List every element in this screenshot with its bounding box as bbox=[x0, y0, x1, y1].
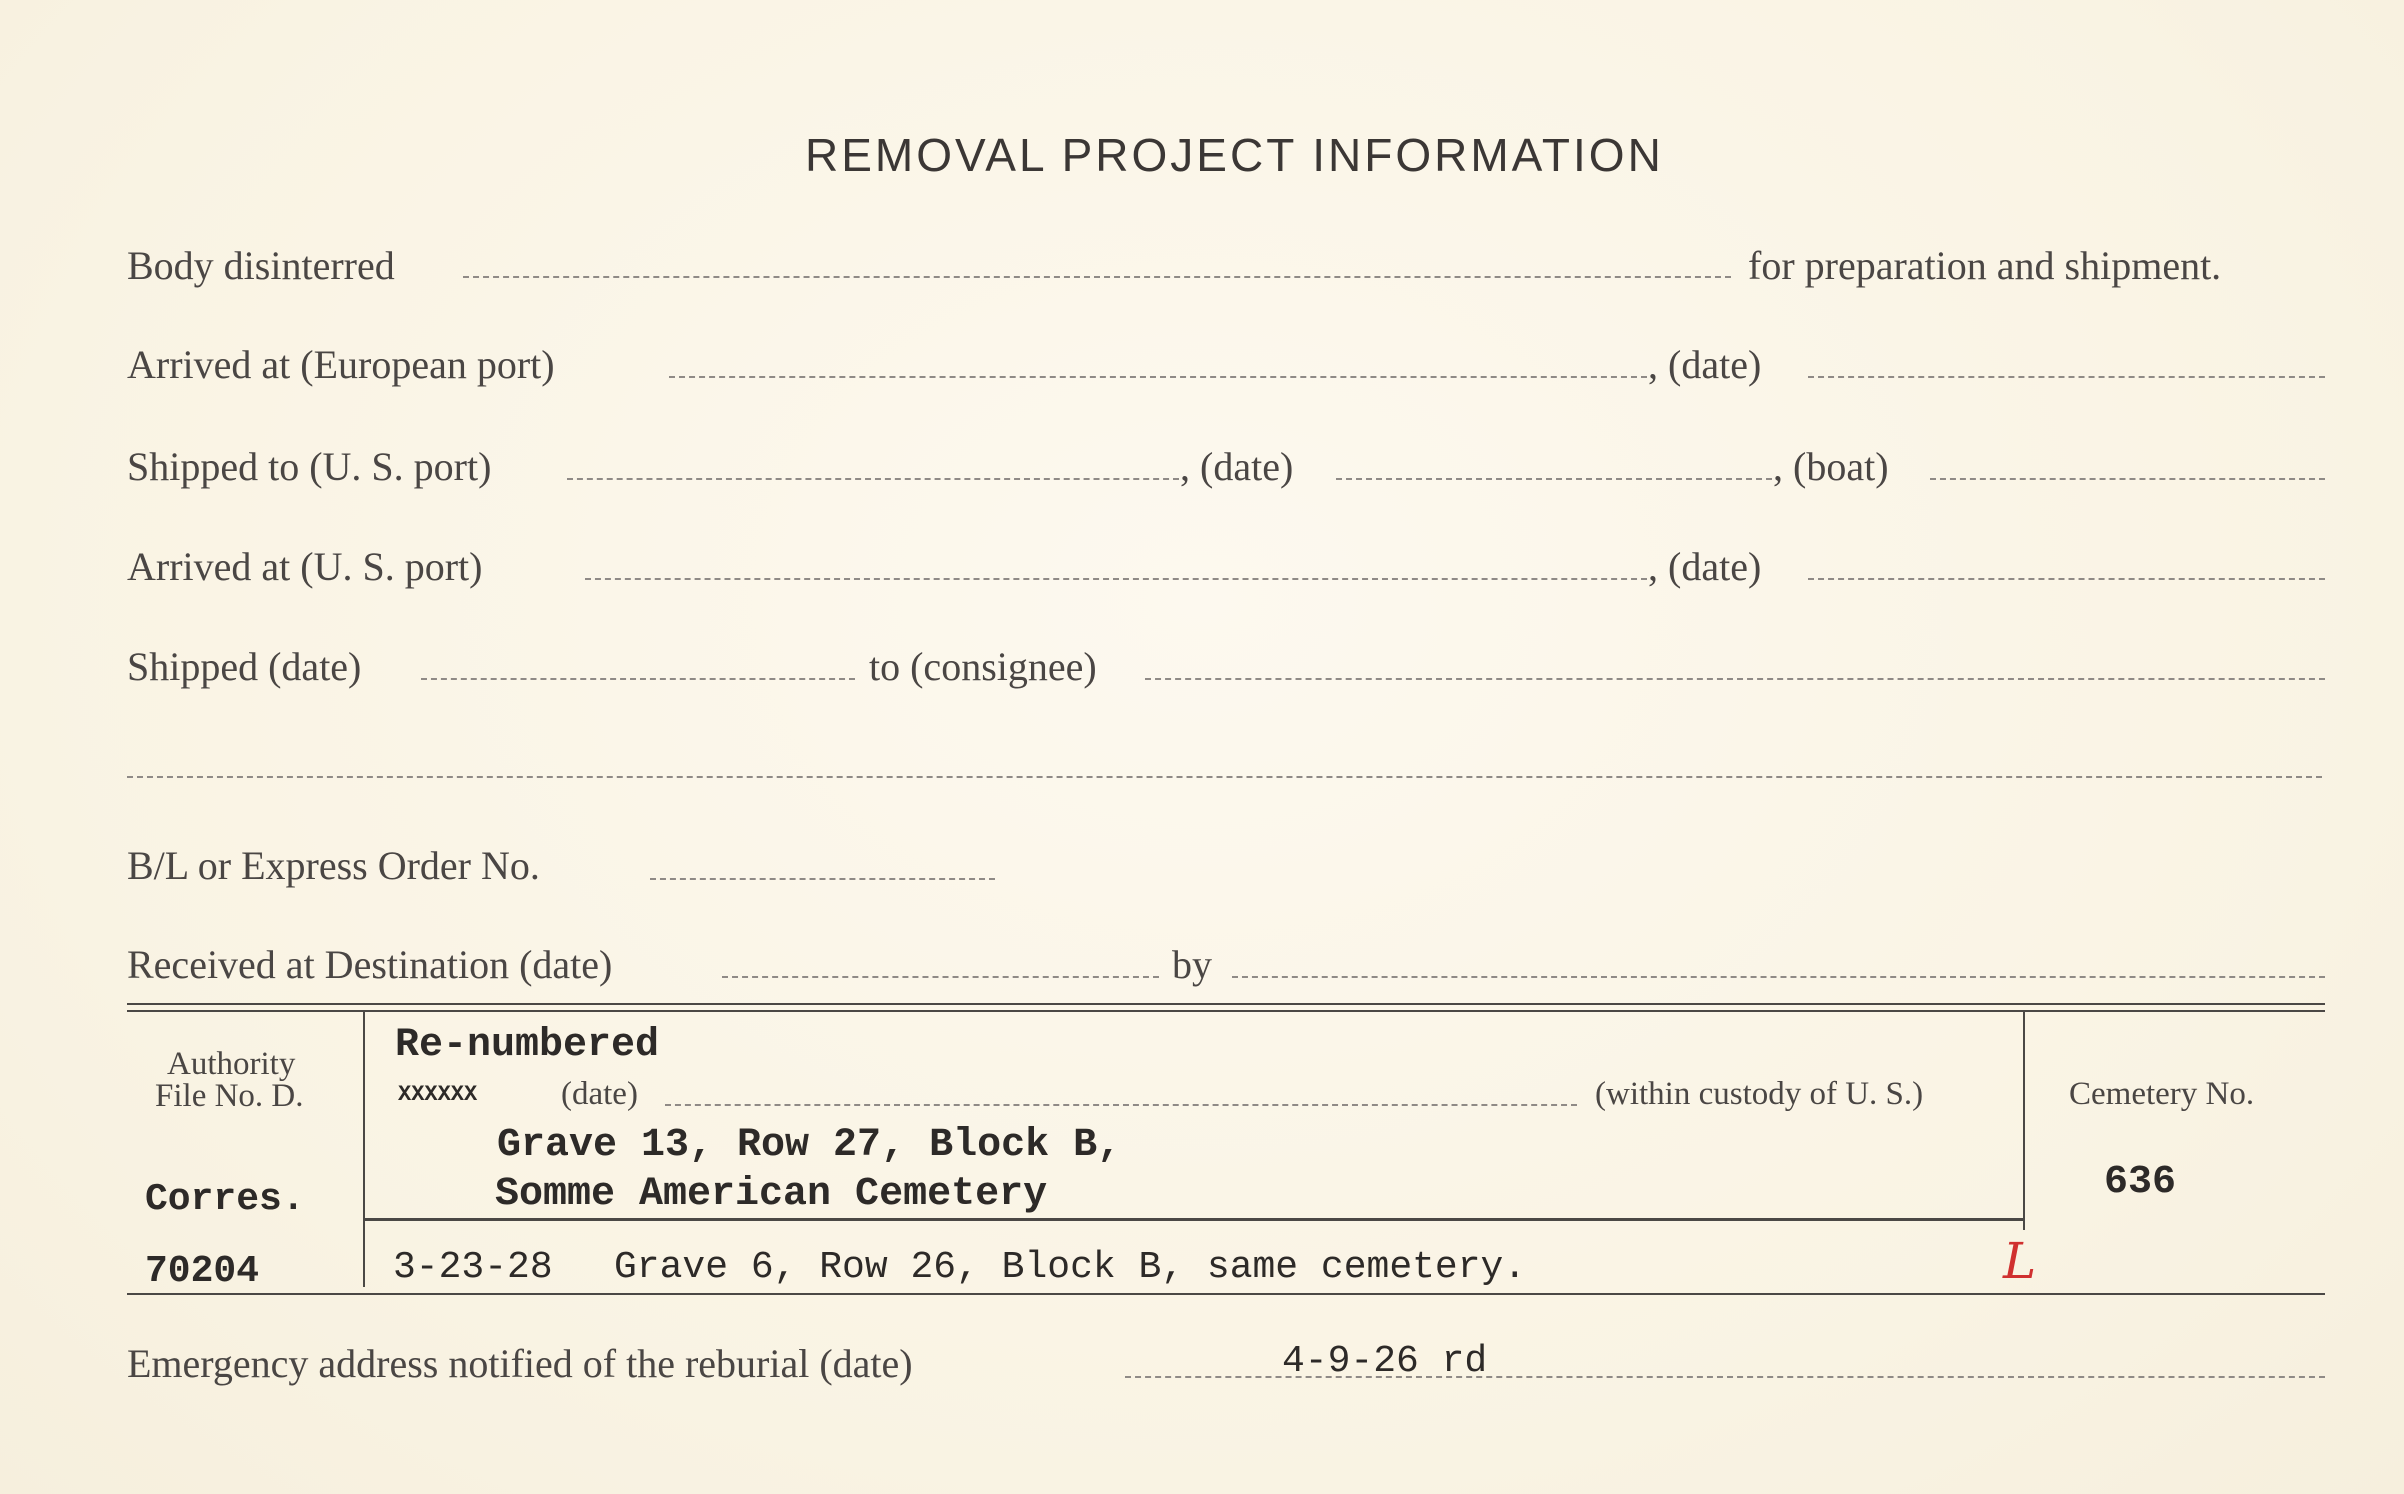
entry-date: 3-23-28 bbox=[393, 1246, 553, 1289]
label-within-custody: (within custody of U. S.) bbox=[1595, 1076, 1924, 1112]
box-top-rule-2 bbox=[127, 1010, 2325, 1012]
label-authority: Authority bbox=[167, 1046, 296, 1082]
label-arrived-european-port: Arrived at (European port) bbox=[127, 342, 555, 387]
box-left-divider bbox=[363, 1012, 365, 1287]
field-renumbered-date bbox=[665, 1104, 1577, 1106]
field-consignee bbox=[1145, 678, 2325, 680]
grave-line-2: Somme American Cemetery bbox=[495, 1172, 1048, 1217]
field-bl-order bbox=[650, 878, 995, 880]
label-corres: Corres. bbox=[145, 1178, 305, 1221]
emergency-date-value: 4-9-26 rd bbox=[1282, 1340, 1488, 1383]
entry-text: Grave 6, Row 26, Block B, same cemetery. bbox=[614, 1246, 1527, 1289]
field-us-port bbox=[567, 478, 1179, 480]
label-file-no: File No. D. bbox=[155, 1078, 304, 1114]
cemetery-number-value: 636 bbox=[2104, 1160, 2177, 1205]
field-received-by bbox=[1232, 976, 2325, 978]
field-consignee-continued bbox=[127, 776, 2322, 778]
renumbered-heading: Re-numbered bbox=[395, 1023, 660, 1068]
field-arrived-us-port bbox=[585, 578, 1647, 580]
label-received-by: by bbox=[1172, 942, 1212, 987]
field-body-disinterred bbox=[463, 276, 1731, 278]
label-preparation-shipment: for preparation and shipment. bbox=[1748, 243, 2222, 288]
label-shipped-date-row: Shipped (date) bbox=[127, 644, 362, 689]
file-number-value: 70204 bbox=[145, 1250, 260, 1293]
label-arrived-eu-date: , (date) bbox=[1648, 342, 1762, 387]
field-boat bbox=[1930, 478, 2325, 480]
field-arrived-eu-date bbox=[1808, 376, 2325, 378]
label-cemetery-no: Cemetery No. bbox=[2069, 1076, 2255, 1112]
box-right-divider bbox=[2023, 1012, 2025, 1230]
label-shipped-us-port: Shipped to (U. S. port) bbox=[127, 444, 492, 489]
label-received-destination: Received at Destination (date) bbox=[127, 942, 613, 987]
box-inner-bottom-rule bbox=[365, 1218, 2023, 1221]
label-shipped-date: , (date) bbox=[1180, 444, 1294, 489]
grave-line-1: Grave 13, Row 27, Block B, bbox=[497, 1123, 1122, 1168]
label-body-disinterred: Body disinterred bbox=[127, 243, 395, 288]
label-boat: , (boat) bbox=[1773, 444, 1889, 489]
label-bl-order: B/L or Express Order No. bbox=[127, 843, 540, 888]
label-emergency-notified: Emergency address notified of the reburial (date) bbox=[127, 1341, 913, 1386]
field-shipped-date-row bbox=[421, 678, 855, 680]
field-received-date bbox=[722, 976, 1159, 978]
card-title: REMOVAL PROJECT INFORMATION bbox=[805, 129, 1664, 181]
field-european-port bbox=[669, 376, 1647, 378]
label-arrived-us-port: Arrived at (U. S. port) bbox=[127, 544, 483, 589]
struck-out-word: XXXXXX bbox=[398, 1082, 478, 1107]
label-arrived-us-date: , (date) bbox=[1648, 544, 1762, 589]
label-date-renumbered: (date) bbox=[561, 1076, 638, 1112]
label-to-consignee: to (consignee) bbox=[869, 644, 1097, 689]
box-bottom-rule bbox=[127, 1293, 2325, 1295]
box-top-rule-1 bbox=[127, 1003, 2325, 1005]
field-arrived-us-date bbox=[1808, 578, 2325, 580]
field-shipped-date bbox=[1336, 478, 1772, 480]
red-initial-mark: L bbox=[2003, 1232, 2037, 1290]
